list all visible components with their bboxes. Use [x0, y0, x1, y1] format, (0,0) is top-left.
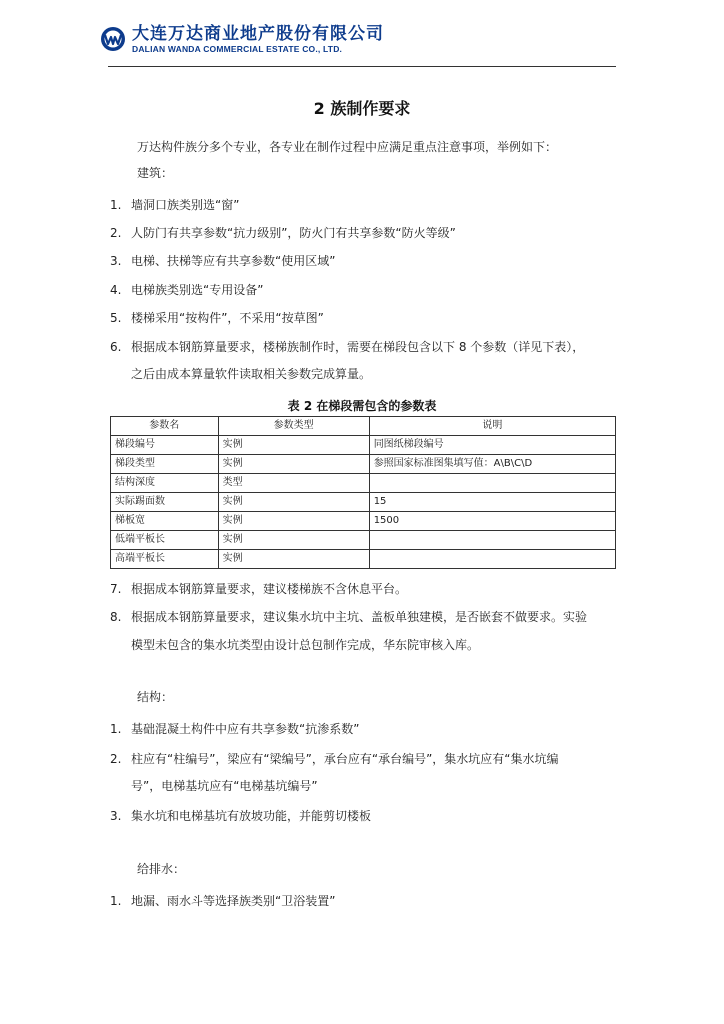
list-item-number: 8.: [110, 610, 122, 624]
list-item-number: 7.: [110, 582, 122, 596]
list-item-number: 6.: [110, 340, 122, 354]
table-cell: 实例: [218, 531, 369, 550]
list-item: 柱应有“柱编号”，梁应有“梁编号”，承台应有“承台编号”，集水坑应有“集水坑编: [131, 752, 559, 766]
table-cell: [369, 474, 615, 493]
intro-paragraph: 万达构件族分多个专业，各专业在制作过程中应满足重点注意事项，举例如下：: [137, 140, 558, 154]
table-row: [111, 531, 616, 550]
table-row: [111, 455, 616, 474]
list-item: 集水坑和电梯基坑有放坡功能，并能剪切楼板: [131, 809, 372, 823]
table-header-row: [111, 417, 616, 436]
column-header: 参数名: [111, 417, 219, 436]
table-cell: 实例: [218, 550, 369, 569]
table-cell: 高端平板长: [111, 550, 219, 569]
table-cell: 梯段编号: [111, 436, 219, 455]
list-item-number: 1.: [110, 198, 122, 212]
table-caption: 表 2 在梯段需包含的参数表: [287, 399, 437, 413]
list-item: 根据成本钢筋算量要求，建议集水坑中主坑、盖板单独建模，是否嵌套不做要求。实验: [131, 610, 588, 624]
table-cell: 低端平板长: [111, 531, 219, 550]
list-item-number: 2.: [110, 752, 122, 766]
list-item-number: 3.: [110, 809, 122, 823]
table-row: [111, 436, 616, 455]
table-row: [111, 512, 616, 531]
list-item-continuation: 模型未包含的集水坑类型由设计总包制作完成，华东院审核入库。: [131, 638, 480, 652]
company-name-cn: 大连万达商业地产股份有限公司: [132, 23, 384, 44]
table-cell: 类型: [218, 474, 369, 493]
table-cell: 参照国家标准图集填写值：A\B\C\D: [369, 455, 615, 474]
list-item-number: 1.: [110, 894, 122, 908]
parameters-table: [110, 416, 616, 569]
company-logo: [100, 24, 384, 54]
company-name-en: DALIAN WANDA COMMERCIAL ESTATE CO., LTD.: [132, 43, 343, 54]
table-row: [111, 550, 616, 569]
table-cell: [369, 550, 615, 569]
arch-heading: 建筑：: [137, 166, 174, 180]
list-item-number: 4.: [110, 283, 122, 297]
table-cell: 实际踢面数: [111, 493, 219, 512]
table-cell: 实例: [218, 436, 369, 455]
list-item: 楼梯采用“按构件”，不采用“按草图”: [131, 311, 324, 325]
struct-heading: 结构：: [137, 690, 174, 704]
list-item: 人防门有共享参数“抗力级别”，防火门有共享参数“防火等级”: [131, 226, 456, 240]
list-item: 地漏、雨水斗等选择族类别“卫浴装置”: [131, 894, 336, 908]
list-item: 电梯族类别选“专用设备”: [131, 283, 264, 297]
list-item-number: 1.: [110, 722, 122, 736]
list-item: 电梯、扶梯等应有共享参数“使用区域”: [131, 254, 336, 268]
section-title: 2 族制作要求: [313, 99, 411, 118]
table-cell: 实例: [218, 512, 369, 531]
table-cell: 同图纸梯段编号: [369, 436, 615, 455]
table-cell: [369, 531, 615, 550]
list-item-number: 5.: [110, 311, 122, 325]
list-item: 墙洞口族类别选“窗”: [131, 198, 240, 212]
list-item: 根据成本钢筋算量要求，建议楼梯族不含休息平台。: [131, 582, 408, 596]
list-item: 根据成本钢筋算量要求，楼梯族制作时，需要在梯段包含以下 8 个参数（详见下表），: [131, 340, 585, 354]
table-cell: 实例: [218, 493, 369, 512]
water-heading: 给排水：: [137, 862, 186, 876]
list-item-continuation: 之后由成本算量软件读取相关参数完成算量。: [131, 367, 372, 381]
list-item-number: 2.: [110, 226, 122, 240]
column-header: 参数类型: [218, 417, 369, 436]
header-rule: [108, 66, 616, 67]
table-cell: 梯段类型: [111, 455, 219, 474]
list-item-continuation: 号”，电梯基坑应有“电梯基坑编号”: [131, 779, 318, 793]
table-cell: 15: [369, 493, 615, 512]
table-cell: 1500: [369, 512, 615, 531]
list-item: 基础混凝土构件中应有共享参数“抗渗系数”: [131, 722, 360, 736]
table-cell: 实例: [218, 455, 369, 474]
table-row: [111, 493, 616, 512]
wanda-logo-icon: [100, 26, 126, 52]
list-item-number: 3.: [110, 254, 122, 268]
table-cell: 梯板宽: [111, 512, 219, 531]
column-header: 说明: [369, 417, 615, 436]
table-cell: 结构深度: [111, 474, 219, 493]
table-row: [111, 474, 616, 493]
